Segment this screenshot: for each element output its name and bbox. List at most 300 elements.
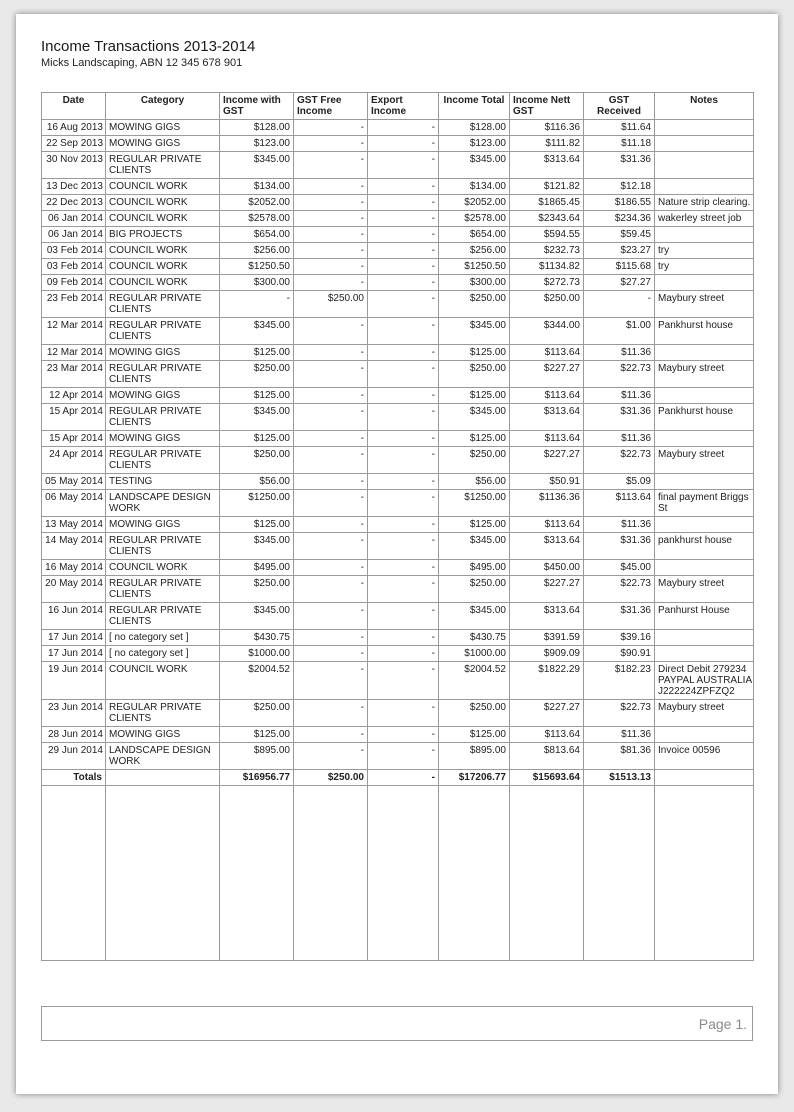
cell-notes: Maybury street	[655, 447, 754, 474]
cell-gst-free-income: -	[294, 576, 368, 603]
cell-date: 14 May 2014	[42, 533, 106, 560]
cell-category: REGULAR PRIVATE CLIENTS	[106, 700, 220, 727]
cell-category: MOWING GIGS	[106, 120, 220, 136]
cell-income-total: $2052.00	[439, 195, 510, 211]
totals-export-income: -	[368, 770, 439, 786]
cell-income-nett-gst: $113.64	[510, 388, 584, 404]
table-row	[42, 474, 754, 490]
cell-gst-free-income: -	[294, 259, 368, 275]
cell-income-with-gst: $1250.50	[220, 259, 294, 275]
cell-gst-free-income: $250.00	[294, 291, 368, 318]
cell-date: 19 Jun 2014	[42, 662, 106, 700]
table-row	[42, 533, 754, 560]
cell-income-total: $495.00	[439, 560, 510, 576]
cell-gst-received: $11.36	[584, 388, 655, 404]
cell-notes	[655, 120, 754, 136]
cell-income-with-gst: $125.00	[220, 345, 294, 361]
table-row	[42, 275, 754, 291]
cell-income-with-gst: $250.00	[220, 447, 294, 474]
table-row	[42, 227, 754, 243]
cell-category: COUNCIL WORK	[106, 275, 220, 291]
cell-date: 17 Jun 2014	[42, 630, 106, 646]
cell-date: 12 Mar 2014	[42, 345, 106, 361]
cell-category: REGULAR PRIVATE CLIENTS	[106, 576, 220, 603]
cell-date: 23 Mar 2014	[42, 361, 106, 388]
cell-income-total: $250.00	[439, 361, 510, 388]
cell-income-total: $256.00	[439, 243, 510, 259]
table-row	[42, 136, 754, 152]
cell-category: REGULAR PRIVATE CLIENTS	[106, 447, 220, 474]
cell-gst-free-income: -	[294, 630, 368, 646]
cell-date: 06 Jan 2014	[42, 211, 106, 227]
cell-export-income: -	[368, 490, 439, 517]
cell-category: LANDSCAPE DESIGN WORK	[106, 743, 220, 770]
cell-export-income: -	[368, 259, 439, 275]
cell-date: 12 Mar 2014	[42, 318, 106, 345]
cell-income-total: $345.00	[439, 404, 510, 431]
cell-income-nett-gst: $113.64	[510, 517, 584, 533]
income-transactions-table	[41, 92, 754, 961]
table-row	[42, 404, 754, 431]
cell-date: 05 May 2014	[42, 474, 106, 490]
cell-gst-received: $81.36	[584, 743, 655, 770]
header-income-with-gst: Income with GST	[220, 93, 294, 120]
cell-date: 24 Apr 2014	[42, 447, 106, 474]
cell-gst-received: $22.73	[584, 361, 655, 388]
cell-gst-free-income: -	[294, 431, 368, 447]
cell-export-income: -	[368, 662, 439, 700]
cell-notes	[655, 646, 754, 662]
cell-notes	[655, 431, 754, 447]
cell-income-with-gst: $250.00	[220, 700, 294, 727]
cell-income-total: $125.00	[439, 431, 510, 447]
cell-gst-received: $31.36	[584, 603, 655, 630]
cell-gst-free-income: -	[294, 361, 368, 388]
cell-income-total: $300.00	[439, 275, 510, 291]
report-subtitle: Micks Landscaping, ABN 12 345 678 901	[41, 57, 243, 69]
table-row	[42, 211, 754, 227]
cell-category: MOWING GIGS	[106, 431, 220, 447]
cell-category: COUNCIL WORK	[106, 211, 220, 227]
table-row	[42, 179, 754, 195]
cell-gst-received: $27.27	[584, 275, 655, 291]
cell-gst-free-income: -	[294, 533, 368, 560]
cell-notes	[655, 474, 754, 490]
cell-gst-free-income: -	[294, 152, 368, 179]
cell-income-nett-gst: $1865.45	[510, 195, 584, 211]
cell-gst-received: $5.09	[584, 474, 655, 490]
table-row	[42, 120, 754, 136]
cell-income-with-gst: $125.00	[220, 431, 294, 447]
cell-category: BIG PROJECTS	[106, 227, 220, 243]
cell-gst-received: $115.68	[584, 259, 655, 275]
cell-gst-free-income: -	[294, 447, 368, 474]
cell-income-nett-gst: $344.00	[510, 318, 584, 345]
cell-gst-received: $31.36	[584, 152, 655, 179]
cell-gst-received: $113.64	[584, 490, 655, 517]
cell-date: 28 Jun 2014	[42, 727, 106, 743]
cell-income-with-gst: $128.00	[220, 120, 294, 136]
cell-category: MOWING GIGS	[106, 136, 220, 152]
cell-income-total: $345.00	[439, 603, 510, 630]
cell-gst-free-income: -	[294, 318, 368, 345]
cell-category: MOWING GIGS	[106, 517, 220, 533]
cell-notes	[655, 227, 754, 243]
totals-label: Totals	[42, 770, 106, 786]
cell-income-total: $2004.52	[439, 662, 510, 700]
table-row	[42, 700, 754, 727]
cell-income-total: $128.00	[439, 120, 510, 136]
header-export-income: Export Income	[368, 93, 439, 120]
cell-income-with-gst: $345.00	[220, 152, 294, 179]
cell-gst-received: $182.23	[584, 662, 655, 700]
cell-export-income: -	[368, 603, 439, 630]
table-row	[42, 318, 754, 345]
cell-gst-received: $22.73	[584, 447, 655, 474]
table-row	[42, 743, 754, 770]
cell-export-income: -	[368, 474, 439, 490]
cell-income-nett-gst: $313.64	[510, 404, 584, 431]
cell-category: [ no category set ]	[106, 630, 220, 646]
cell-income-total: $123.00	[439, 136, 510, 152]
cell-category: LANDSCAPE DESIGN WORK	[106, 490, 220, 517]
cell-date: 15 Apr 2014	[42, 431, 106, 447]
table-row	[42, 576, 754, 603]
table-row	[42, 361, 754, 388]
cell-category: MOWING GIGS	[106, 345, 220, 361]
cell-gst-free-income: -	[294, 136, 368, 152]
cell-export-income: -	[368, 560, 439, 576]
cell-date: 13 Dec 2013	[42, 179, 106, 195]
cell-category: COUNCIL WORK	[106, 259, 220, 275]
cell-date: 06 Jan 2014	[42, 227, 106, 243]
cell-gst-free-income: -	[294, 646, 368, 662]
header-gst-received: GST Received	[584, 93, 655, 120]
cell-export-income: -	[368, 700, 439, 727]
cell-date: 16 May 2014	[42, 560, 106, 576]
cell-category: COUNCIL WORK	[106, 662, 220, 700]
cell-notes: Pankhurst house	[655, 318, 754, 345]
cell-export-income: -	[368, 195, 439, 211]
cell-date: 03 Feb 2014	[42, 259, 106, 275]
cell-notes: Maybury street	[655, 700, 754, 727]
cell-gst-free-income: -	[294, 243, 368, 259]
cell-export-income: -	[368, 275, 439, 291]
cell-gst-free-income: -	[294, 743, 368, 770]
cell-category: REGULAR PRIVATE CLIENTS	[106, 318, 220, 345]
cell-income-total: $1000.00	[439, 646, 510, 662]
cell-export-income: -	[368, 152, 439, 179]
cell-income-nett-gst: $313.64	[510, 152, 584, 179]
cell-date: 29 Jun 2014	[42, 743, 106, 770]
cell-income-total: $125.00	[439, 727, 510, 743]
header-row	[42, 93, 754, 120]
cell-date: 03 Feb 2014	[42, 243, 106, 259]
cell-export-income: -	[368, 318, 439, 345]
cell-gst-received: $234.36	[584, 211, 655, 227]
cell-income-with-gst: $345.00	[220, 318, 294, 345]
table-row	[42, 517, 754, 533]
cell-income-with-gst: $250.00	[220, 361, 294, 388]
transactions-body	[42, 120, 754, 770]
cell-income-nett-gst: $909.09	[510, 646, 584, 662]
cell-gst-received: $45.00	[584, 560, 655, 576]
cell-income-total: $345.00	[439, 152, 510, 179]
cell-export-income: -	[368, 179, 439, 195]
page-footer	[41, 1006, 753, 1041]
header-notes: Notes	[655, 93, 754, 120]
cell-income-with-gst: $1250.00	[220, 490, 294, 517]
cell-export-income: -	[368, 727, 439, 743]
cell-date: 20 May 2014	[42, 576, 106, 603]
cell-export-income: -	[368, 345, 439, 361]
table-row	[42, 447, 754, 474]
cell-date: 22 Sep 2013	[42, 136, 106, 152]
cell-income-nett-gst: $1134.82	[510, 259, 584, 275]
cell-gst-received: $22.73	[584, 700, 655, 727]
cell-income-nett-gst: $113.64	[510, 431, 584, 447]
header-gst-free-income: GST Free Income	[294, 93, 368, 120]
table-row	[42, 646, 754, 662]
cell-notes	[655, 345, 754, 361]
cell-notes: Nature strip clearing.	[655, 195, 754, 211]
cell-gst-free-income: -	[294, 517, 368, 533]
cell-gst-free-income: -	[294, 603, 368, 630]
cell-income-total: $345.00	[439, 318, 510, 345]
cell-date: 12 Apr 2014	[42, 388, 106, 404]
totals-gst-free-income: $250.00	[294, 770, 368, 786]
table-row	[42, 630, 754, 646]
cell-category: TESTING	[106, 474, 220, 490]
cell-income-nett-gst: $450.00	[510, 560, 584, 576]
header-category: Category	[106, 93, 220, 120]
cell-export-income: -	[368, 431, 439, 447]
cell-gst-free-income: -	[294, 227, 368, 243]
cell-gst-received: $11.36	[584, 727, 655, 743]
table-row	[42, 345, 754, 361]
cell-income-total: $250.00	[439, 576, 510, 603]
cell-gst-received: $12.18	[584, 179, 655, 195]
cell-notes	[655, 136, 754, 152]
cell-income-total: $430.75	[439, 630, 510, 646]
cell-income-nett-gst: $313.64	[510, 603, 584, 630]
cell-export-income: -	[368, 136, 439, 152]
cell-income-with-gst: $1000.00	[220, 646, 294, 662]
table-row	[42, 662, 754, 700]
cell-date: 16 Aug 2013	[42, 120, 106, 136]
cell-export-income: -	[368, 211, 439, 227]
cell-export-income: -	[368, 227, 439, 243]
header-income-nett-gst: Income Nett GST	[510, 93, 584, 120]
table-row	[42, 431, 754, 447]
cell-gst-free-income: -	[294, 700, 368, 727]
cell-gst-free-income: -	[294, 560, 368, 576]
cell-notes: Panhurst House	[655, 603, 754, 630]
cell-income-total: $895.00	[439, 743, 510, 770]
cell-gst-received: $1.00	[584, 318, 655, 345]
cell-income-nett-gst: $1822.29	[510, 662, 584, 700]
cell-category: REGULAR PRIVATE CLIENTS	[106, 404, 220, 431]
cell-date: 23 Jun 2014	[42, 700, 106, 727]
cell-date: 22 Dec 2013	[42, 195, 106, 211]
cell-income-with-gst: $345.00	[220, 404, 294, 431]
cell-category: REGULAR PRIVATE CLIENTS	[106, 152, 220, 179]
header-income-total: Income Total	[439, 93, 510, 120]
cell-date: 13 May 2014	[42, 517, 106, 533]
cell-income-total: $125.00	[439, 345, 510, 361]
cell-income-nett-gst: $111.82	[510, 136, 584, 152]
table-row	[42, 603, 754, 630]
cell-gst-free-income: -	[294, 195, 368, 211]
cell-income-with-gst: $895.00	[220, 743, 294, 770]
cell-income-with-gst: $345.00	[220, 533, 294, 560]
cell-income-nett-gst: $232.73	[510, 243, 584, 259]
cell-notes	[655, 179, 754, 195]
totals-row	[42, 770, 754, 786]
cell-income-nett-gst: $1136.36	[510, 490, 584, 517]
cell-notes: Invoice 00596	[655, 743, 754, 770]
cell-income-nett-gst: $594.55	[510, 227, 584, 243]
table-row	[42, 560, 754, 576]
cell-gst-free-income: -	[294, 179, 368, 195]
cell-notes: Maybury street	[655, 576, 754, 603]
totals-notes-cell	[655, 770, 754, 786]
cell-category: MOWING GIGS	[106, 388, 220, 404]
table-row	[42, 259, 754, 275]
cell-income-nett-gst: $227.27	[510, 700, 584, 727]
cell-category: REGULAR PRIVATE CLIENTS	[106, 603, 220, 630]
totals-category-cell	[106, 770, 220, 786]
cell-income-nett-gst: $116.36	[510, 120, 584, 136]
cell-gst-received: $186.55	[584, 195, 655, 211]
cell-notes	[655, 517, 754, 533]
cell-gst-received: $59.45	[584, 227, 655, 243]
cell-date: 16 Jun 2014	[42, 603, 106, 630]
cell-notes	[655, 560, 754, 576]
table-row	[42, 388, 754, 404]
cell-notes: Maybury street	[655, 361, 754, 388]
cell-income-total: $125.00	[439, 517, 510, 533]
cell-gst-free-income: -	[294, 662, 368, 700]
cell-export-income: -	[368, 646, 439, 662]
cell-income-total: $56.00	[439, 474, 510, 490]
cell-export-income: -	[368, 388, 439, 404]
cell-income-with-gst: -	[220, 291, 294, 318]
totals-income-nett-gst: $15693.64	[510, 770, 584, 786]
cell-income-nett-gst: $313.64	[510, 533, 584, 560]
cell-gst-free-income: -	[294, 275, 368, 291]
cell-export-income: -	[368, 404, 439, 431]
cell-income-with-gst: $2578.00	[220, 211, 294, 227]
cell-income-with-gst: $56.00	[220, 474, 294, 490]
cell-income-with-gst: $250.00	[220, 576, 294, 603]
cell-income-nett-gst: $391.59	[510, 630, 584, 646]
empty-space-row	[42, 786, 754, 961]
cell-notes	[655, 388, 754, 404]
cell-category: REGULAR PRIVATE CLIENTS	[106, 291, 220, 318]
cell-income-with-gst: $345.00	[220, 603, 294, 630]
totals-income-total: $17206.77	[439, 770, 510, 786]
cell-notes: pankhurst house	[655, 533, 754, 560]
cell-income-nett-gst: $121.82	[510, 179, 584, 195]
cell-income-with-gst: $125.00	[220, 727, 294, 743]
cell-gst-received: $11.36	[584, 345, 655, 361]
cell-date: 23 Feb 2014	[42, 291, 106, 318]
cell-gst-received: $11.64	[584, 120, 655, 136]
cell-gst-received: $22.73	[584, 576, 655, 603]
cell-income-total: $250.00	[439, 700, 510, 727]
table-row	[42, 243, 754, 259]
cell-gst-received: $11.36	[584, 431, 655, 447]
cell-notes: wakerley street job	[655, 211, 754, 227]
header-date: Date	[42, 93, 106, 120]
cell-gst-received: $23.27	[584, 243, 655, 259]
cell-gst-received: $11.36	[584, 517, 655, 533]
cell-category: COUNCIL WORK	[106, 560, 220, 576]
cell-category: COUNCIL WORK	[106, 179, 220, 195]
cell-gst-received: $11.18	[584, 136, 655, 152]
cell-income-nett-gst: $227.27	[510, 447, 584, 474]
table-row	[42, 195, 754, 211]
cell-category: REGULAR PRIVATE CLIENTS	[106, 361, 220, 388]
cell-gst-free-income: -	[294, 120, 368, 136]
cell-export-income: -	[368, 630, 439, 646]
cell-notes: Pankhurst house	[655, 404, 754, 431]
cell-gst-free-income: -	[294, 345, 368, 361]
cell-income-with-gst: $300.00	[220, 275, 294, 291]
cell-notes: try	[655, 243, 754, 259]
cell-income-with-gst: $495.00	[220, 560, 294, 576]
cell-income-nett-gst: $113.64	[510, 345, 584, 361]
cell-export-income: -	[368, 517, 439, 533]
cell-gst-free-income: -	[294, 474, 368, 490]
cell-gst-free-income: -	[294, 388, 368, 404]
cell-category: MOWING GIGS	[106, 727, 220, 743]
cell-category: [ no category set ]	[106, 646, 220, 662]
cell-export-income: -	[368, 243, 439, 259]
cell-gst-received: $39.16	[584, 630, 655, 646]
cell-date: 30 Nov 2013	[42, 152, 106, 179]
cell-income-nett-gst: $813.64	[510, 743, 584, 770]
cell-income-total: $2578.00	[439, 211, 510, 227]
cell-income-total: $134.00	[439, 179, 510, 195]
cell-income-total: $345.00	[439, 533, 510, 560]
cell-income-total: $125.00	[439, 388, 510, 404]
cell-income-with-gst: $2052.00	[220, 195, 294, 211]
cell-income-with-gst: $654.00	[220, 227, 294, 243]
cell-income-with-gst: $123.00	[220, 136, 294, 152]
cell-income-with-gst: $256.00	[220, 243, 294, 259]
cell-income-nett-gst: $50.91	[510, 474, 584, 490]
cell-notes	[655, 727, 754, 743]
page-number: Page 1.	[698, 1016, 747, 1032]
table-row	[42, 727, 754, 743]
cell-income-total: $1250.50	[439, 259, 510, 275]
cell-income-total: $654.00	[439, 227, 510, 243]
cell-export-income: -	[368, 361, 439, 388]
cell-gst-received: $31.36	[584, 404, 655, 431]
cell-income-with-gst: $125.00	[220, 388, 294, 404]
cell-date: 15 Apr 2014	[42, 404, 106, 431]
cell-gst-free-income: -	[294, 211, 368, 227]
table-row	[42, 291, 754, 318]
totals-gst-received: $1513.13	[584, 770, 655, 786]
cell-income-total: $1250.00	[439, 490, 510, 517]
cell-notes: try	[655, 259, 754, 275]
cell-export-income: -	[368, 743, 439, 770]
table-row	[42, 490, 754, 517]
cell-income-total: $250.00	[439, 291, 510, 318]
